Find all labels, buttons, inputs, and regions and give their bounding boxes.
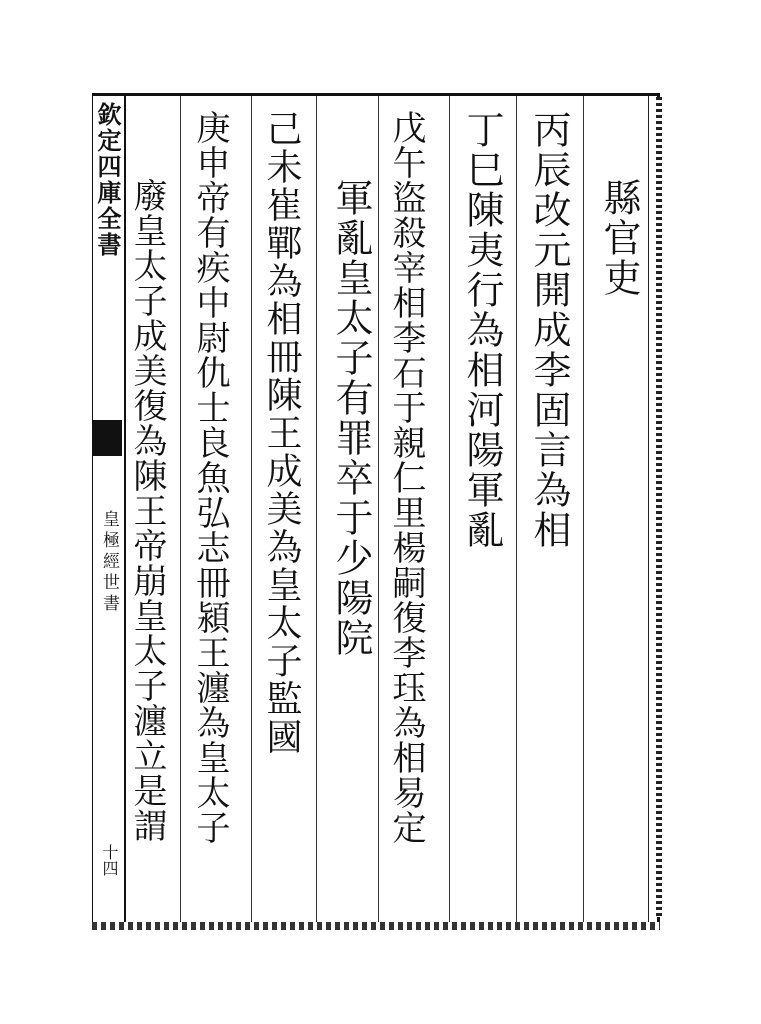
text-column: 丁巳陳夷行為相河陽軍亂 <box>460 110 504 550</box>
page-frame <box>92 93 660 925</box>
margin-title: 欽定四庫全書 <box>93 102 122 258</box>
column-rule <box>316 96 317 922</box>
bottom-border <box>92 922 660 930</box>
column-rule <box>180 96 181 922</box>
column-rule <box>251 96 252 922</box>
section-heading: 縣官吏 <box>597 178 641 298</box>
margin-page-number: 十四 <box>100 844 119 876</box>
text-column: 戊午盜殺宰相李石于親仁里楊嗣復李珏為相易定 <box>386 110 426 845</box>
fish-tail-mark <box>92 420 122 456</box>
column-rule <box>516 96 517 922</box>
margin-book-name: 皇極經世書 <box>99 510 119 615</box>
text-column: 軍亂皇太子有罪卒于少陽院 <box>329 178 373 658</box>
text-column: 庚申帝有疾中尉仇士良魚弘志冊潁王瀍為皇太子 <box>190 110 230 845</box>
frame-inner-rule <box>648 96 649 922</box>
column-rule <box>378 96 379 922</box>
frame-edge <box>656 97 662 917</box>
column-rule <box>449 96 450 922</box>
text-column: 廢皇太子成美復為陳王帝崩皇太子瀍立是謂 <box>127 178 167 843</box>
text-column: 丙辰改元開成李固言為相 <box>527 110 571 550</box>
column-rule <box>583 96 584 922</box>
margin-strip <box>92 96 126 922</box>
text-column: 己未崔鄲為相冊陳王成美為皇太子監國 <box>261 110 302 756</box>
